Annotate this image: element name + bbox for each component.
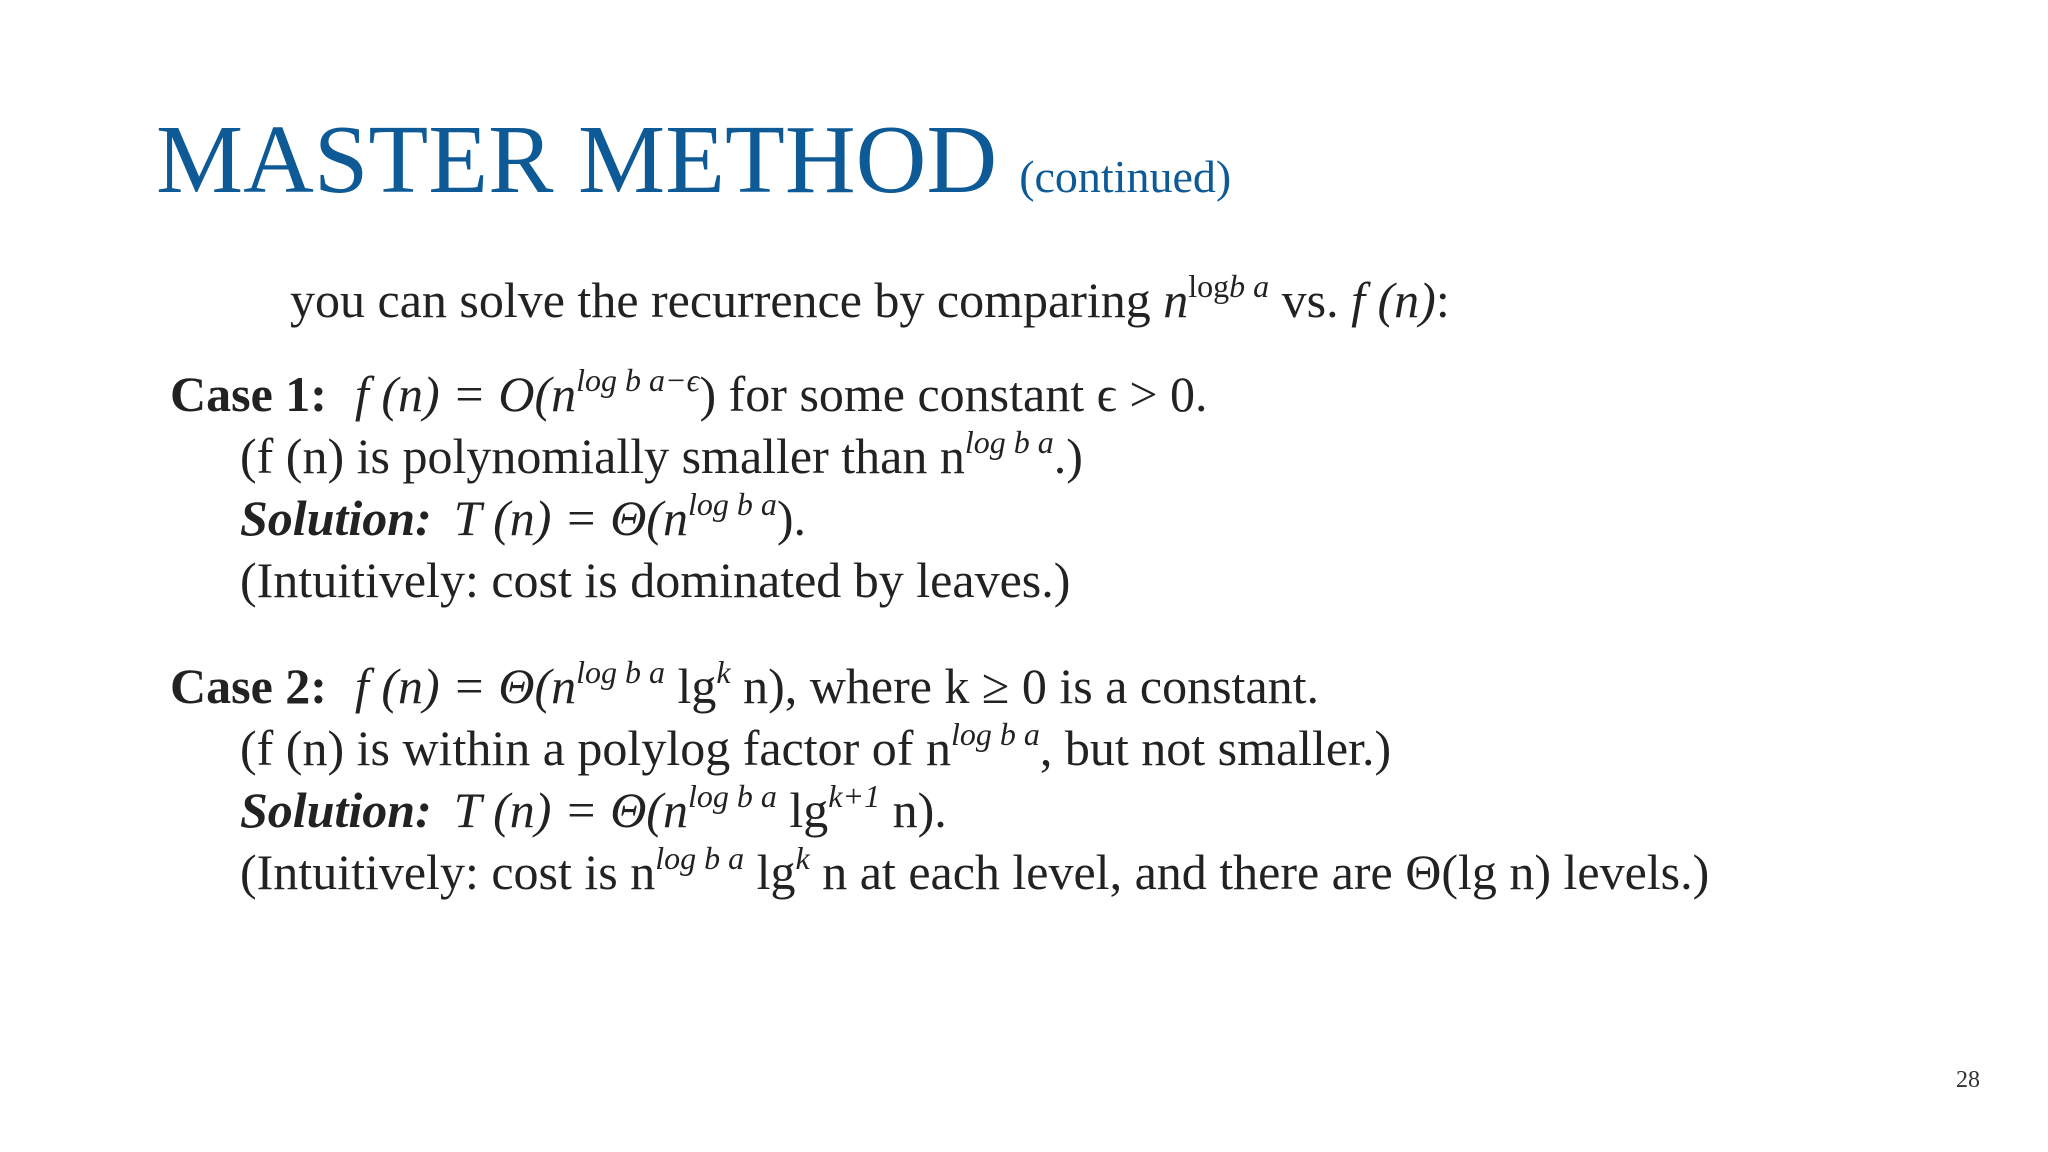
case1-label: Case 1: xyxy=(170,366,327,422)
case1-statement: Case 1: f $(n) = O(n^{log b a-\epsilon})$ for some constant ϵ > 0. xyxy=(170,362,1208,422)
title-main: MASTER METHOD xyxy=(156,106,998,214)
page-number: 28 xyxy=(1956,1067,1980,1093)
title-subtitle: (continued) xyxy=(1019,151,1232,202)
case2-intuition: (Intuitively: cost is $n^{log b a}$ $\lg^k n$ at each level, and there are Θ(lg n) levels.) xyxy=(240,840,1710,900)
case2-note: (f (n) is within a polylog factor of $n^{log b a}$, but not smaller.) xyxy=(240,716,1392,776)
intro-line: you can solve the recurrence by comparing $n^{logb a}$ vs. f (n): xyxy=(290,268,1450,328)
case1-solution: Solution: T $(n) = \Theta(n^{log b a})$. xyxy=(240,486,807,546)
case2-statement: Case 2: f $(n) = \Theta(n^{log b a}$ $\lg^k n$), where k ≥ 0 is a constant. xyxy=(170,654,1320,714)
case2-solution: Solution: T $(n) = \Theta(n^{log b a}$ $\lg^{k+1} n$). xyxy=(240,778,947,838)
case1-solution-label: Solution: xyxy=(240,490,432,546)
case1-intuition: (Intuitively: cost is dominated by leaves.) xyxy=(240,552,1071,608)
case2-label: Case 2: xyxy=(170,658,327,714)
case2-solution-label: Solution: xyxy=(240,782,432,838)
case1-note: (f (n) is polynomially smaller than $n^{log b a}$.) xyxy=(240,424,1083,484)
